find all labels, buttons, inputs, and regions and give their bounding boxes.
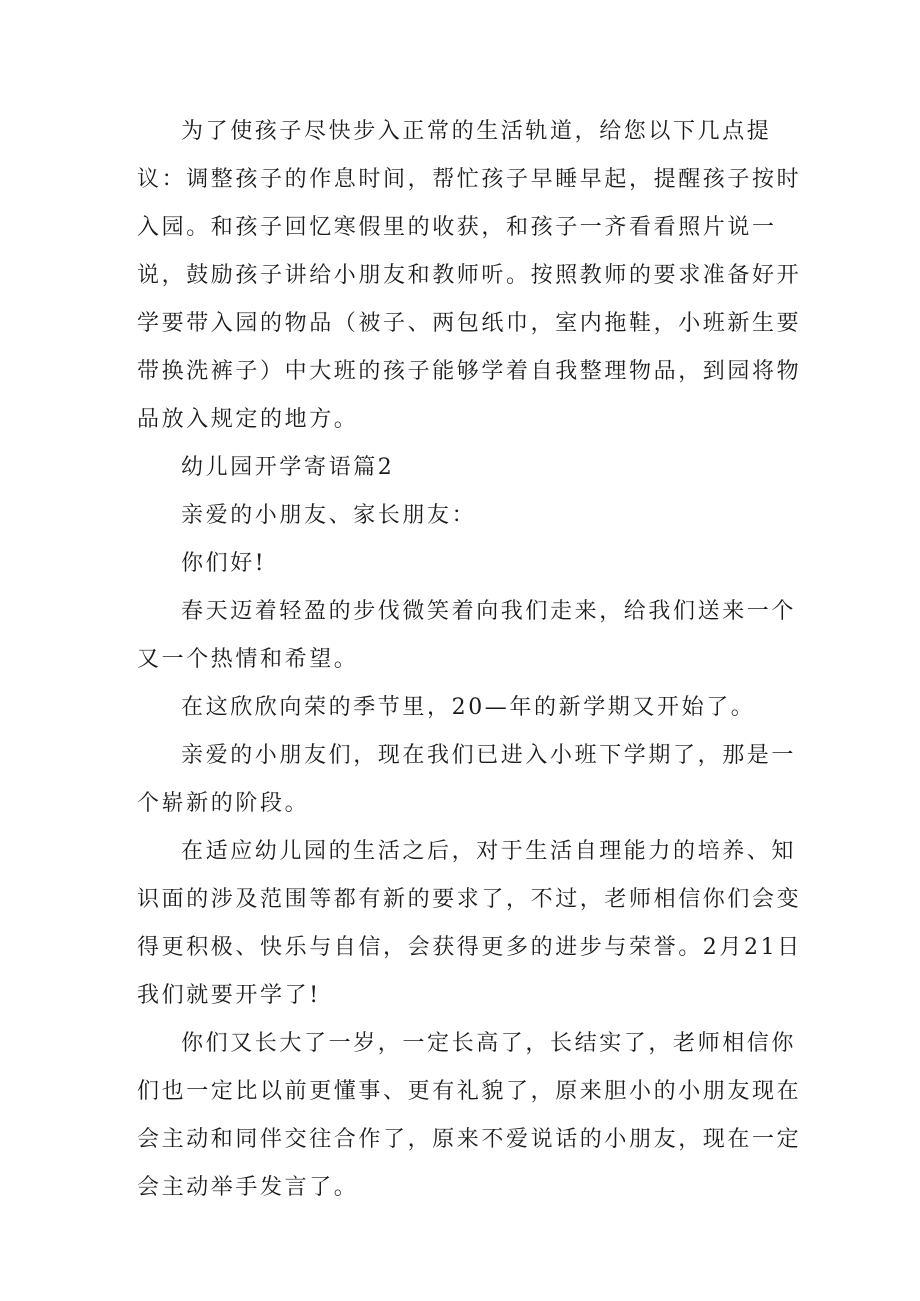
paragraph-suggestions: 为了使孩子尽快步入正常的生活轨道，给您以下几点提议：调整孩子的作息时间，帮忙孩子早睡早起，提醒孩子按时入园。和孩子回忆寒假里的收获，和孩子一齐看看照片说一说，鼓励孩子讲给小朋友和教师听。按照教师的要求准备好开学要带入园的物品（被子、两包纸巾，室内拖鞋，小班新生要带换洗裤子）中大班的孩子能够学着自我整理物品，到园将物品放入规定的地方。	[137, 119, 802, 432]
section-heading: 幼儿园开学寄语篇2	[181, 455, 395, 480]
paragraph-spring: 春天迈着轻盈的步伐微笑着向我们走来，给我们送来一个又一个热情和希望。	[137, 599, 797, 672]
greeting-salutation: 亲爱的小朋友、家长朋友：	[181, 503, 477, 528]
greeting-hello: 你们好!	[181, 551, 267, 576]
document-body	[137, 108, 807, 1212]
paragraph-requirements: 在适应幼儿园的生活之后，对于生活自理能力的培养、知识面的涉及范围等都有新的要求了，不过，老师相信你们会变得更积极、快乐与自信，会获得更多的进步与荣誉。2月21日我们就要开学了!	[137, 839, 802, 1008]
paragraph-growth: 你们又长大了一岁，一定长高了，长结实了，老师相信你们也一定比以前更懂事、更有礼貌了，原来胆小的小朋友现在会主动和同伴交往合作了，原来不爱说话的小朋友，现在一定会主动举手发言了。	[137, 1031, 802, 1200]
paragraph-new-stage: 亲爱的小朋友们，现在我们已进入小班下学期了，那是一个崭新的阶段。	[137, 743, 797, 816]
paragraph-new-term: 在这欣欣向荣的季节里，20—年的新学期又开始了。	[181, 695, 756, 720]
